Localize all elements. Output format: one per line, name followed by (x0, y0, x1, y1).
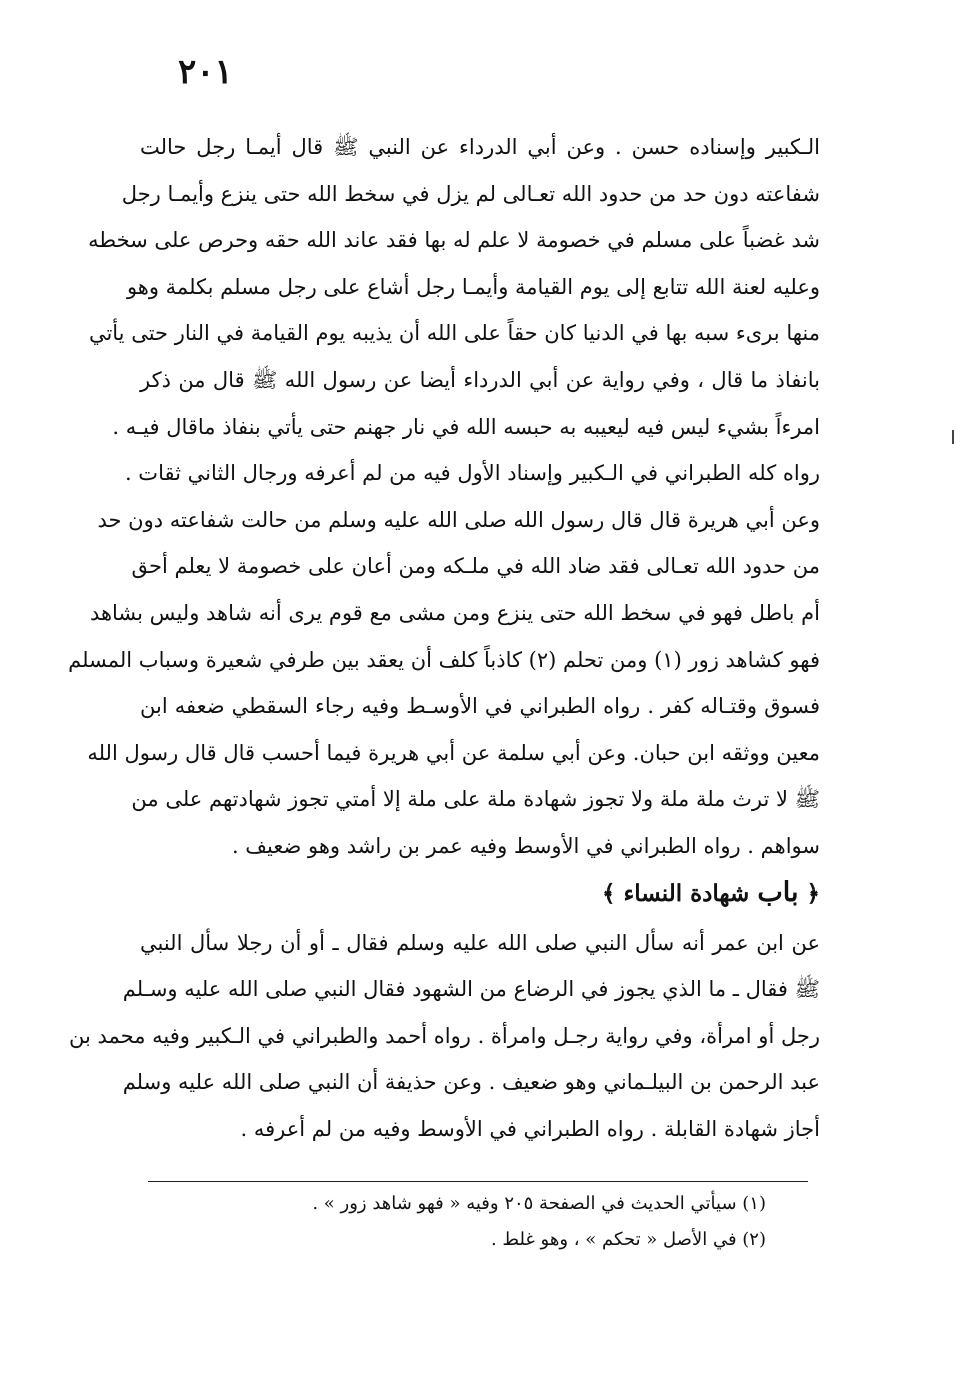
text-line: عبد الرحمن بن البيلـماني وهو ضعيف . وعن حذيفة أن النبي صلى الله عليه وسلم (122, 1070, 820, 1095)
text-line: شفاعته دون حد من حدود الله تعـالى لم يزل في سخط الله حتى ينزع وأيمـا رجل (121, 181, 820, 206)
text-line: سواهم . رواه الطبراني في الأوسط وفيه عمر بن راشد وهو ضعيف . (231, 833, 820, 858)
text-line: وعليه لعنة الله تتابع إلى يوم القيامة وأيمـا رجل أشاع على رجل مسلم بكلمة وهو (126, 274, 820, 299)
text-line: امرءاً بشيء ليس فيه ليعيبه به حبسه الله في نار جهنم حتى يأتي بنفاذ ماقال فيـه . (112, 414, 820, 439)
text-line: بانفاذ ما قال ، وفي رواية عن أبي الدرداء أيضا عن رسول الله ﷺ قال من ذكر (140, 367, 820, 392)
text-line: ﷺ لا ترث ملة ملة ولا تجوز شهادة ملة على ملة إلا أمتي تجوز شهادتهم على من (131, 787, 820, 812)
text-line: أجاز شهادة القابلة . رواه الطبراني في الأوسط وفيه من لم أعرفه . (240, 1116, 820, 1141)
text-line: فسوق وقتـاله كفر . رواه الطبراني في الأوسـط وفيه رجاء السقطي ضعفه ابن (140, 694, 820, 719)
text-line: عن ابن عمر أنه سأل النبي صلى الله عليه وسلم فقال ـ أو أن رجلا سأل النبي (140, 930, 820, 955)
footnote-2: (٢) في الأصل « تحكم » ، وهو غلط . (490, 1229, 766, 1250)
text-line: شد غضباً على مسلم في خصومة لا علم له بها فقد عاند الله حقه وحرص على سخطه (88, 228, 820, 253)
margin-mark (952, 430, 954, 444)
chapter-heading (140, 870, 820, 916)
text-line: من حدود الله تعـالى فقد ضاد الله في ملـكه ومن أعان على خصومة لا يعلم أحق (131, 554, 820, 579)
text-line: أم باطل فهو في سخط الله حتى ينزع ومن مشى مع قوم يرى أنه شاهد وليس بشاهد (89, 600, 820, 625)
footnote-1: (١) سيأتي الحديث في الصفحة ٢٠٥ وفيه « فهو شاهد زور » . (312, 1193, 766, 1214)
main-text (68, 124, 820, 1152)
text-line: فهو كشاهد زور (١) ومن تحلم (٢) كاذباً كلف أن يعقد بين طرفي شعيرة وسباب المسلم (68, 647, 820, 672)
page-number: ٢٠١ (178, 52, 233, 92)
text-line: وعن أبي هريرة قال قال رسول الله صلى الله عليه وسلم من حالت شفاعته دون حد (97, 507, 820, 532)
heading-bab: باب (757, 876, 799, 908)
text-line: رجل أو امرأة، وفي رواية رجـل وامرأة . رواه أحمد والطبراني في الـكبير وفيه محمد بن (69, 1023, 820, 1048)
text-line: ﷺ فقال ـ ما الذي يجوز في الرضاع من الشهود فقال النبي صلى الله عليه وسـلم (122, 977, 820, 1002)
text-line: معين ووثقه ابن حبان. وعن أبي سلمة عن أبي هريرة فيما أحسب قال قال رسول الله (87, 740, 820, 765)
footnote-divider (148, 1181, 808, 1182)
heading-bracket-open: ﴿ (806, 879, 820, 907)
text-line: منها برىء سبه بها في الدنيا كان حقاً على الله أن يذيبه يوم القيامة في النار حتى يأتي (88, 321, 820, 346)
heading-bracket-close: ﴾ (601, 879, 616, 907)
heading-title: شهادة النساء (623, 879, 750, 907)
text-line: رواه كله الطبراني في الـكبير وإسناد الأول فيه من لم أعرفه ورجال الثاني ثقات . (124, 461, 820, 486)
text-line: الـكبير وإسناده حسن . وعن أبي الدرداء عن النبي ﷺ قال أيمـا رجل حالت (140, 135, 820, 159)
section-text (69, 920, 820, 1153)
footnotes (148, 1186, 766, 1258)
